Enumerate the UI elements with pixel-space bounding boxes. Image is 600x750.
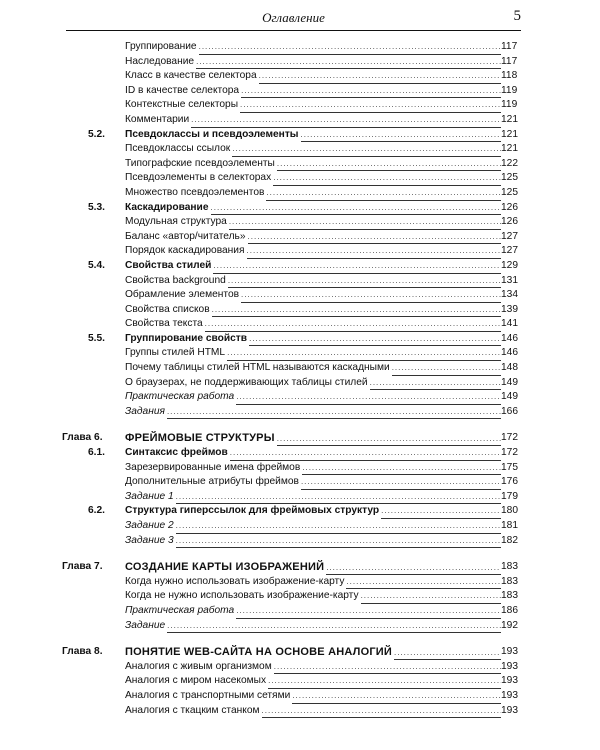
toc-section-row bbox=[0, 504, 600, 519]
dot-leader bbox=[232, 142, 501, 157]
entry-title: Модульная структура bbox=[125, 215, 229, 230]
dot-leader bbox=[205, 317, 501, 332]
entry-title: Почему таблицы стилей HTML называются каскадными bbox=[125, 361, 392, 376]
entry-title: ФРЕЙМОВЫЕ СТРУКТУРЫ bbox=[125, 432, 275, 445]
toc-entry bbox=[125, 303, 501, 318]
entry-page-number: 179 bbox=[501, 490, 518, 502]
toc-entry-row bbox=[0, 604, 600, 619]
dot-leader bbox=[240, 98, 501, 113]
toc-entry bbox=[125, 84, 501, 99]
toc-entry bbox=[125, 475, 501, 490]
entry-title: Класс в качестве селектора bbox=[125, 69, 259, 84]
dot-leader bbox=[346, 575, 501, 590]
entry-title: Комментарии bbox=[125, 113, 191, 128]
entry-title: Дополнительные атрибуты фреймов bbox=[125, 475, 301, 490]
toc-entry bbox=[125, 69, 501, 84]
entry-page-number: 149 bbox=[501, 376, 518, 388]
toc-entry-row bbox=[0, 390, 600, 405]
toc-entry-row bbox=[0, 689, 600, 704]
section-gap bbox=[0, 419, 600, 431]
toc-entry-row bbox=[0, 157, 600, 172]
toc-entry-row bbox=[0, 619, 600, 634]
toc-entry bbox=[125, 288, 501, 303]
toc-entry-row bbox=[0, 55, 600, 70]
entry-title: СОЗДАНИЕ КАРТЫ ИЗОБРАЖЕНИЙ bbox=[125, 561, 325, 574]
toc-section-row bbox=[0, 332, 600, 347]
entry-page-number: 117 bbox=[501, 55, 518, 67]
dot-leader bbox=[262, 704, 502, 719]
toc-entry bbox=[125, 504, 501, 519]
chapter-label: Глава 6. bbox=[62, 432, 103, 444]
toc-entry bbox=[125, 230, 501, 245]
toc-entry bbox=[125, 98, 501, 113]
entry-title: Свойства background bbox=[125, 274, 228, 289]
toc-chapter-row bbox=[0, 645, 600, 660]
chapter-label: Глава 8. bbox=[62, 646, 103, 658]
entry-page-number: 149 bbox=[501, 391, 518, 403]
entry-title: Каскадирование bbox=[125, 201, 211, 216]
running-title: Оглавление bbox=[262, 10, 325, 25]
toc-entry-row bbox=[0, 274, 600, 289]
table-of-contents bbox=[0, 40, 600, 718]
entry-page-number: 192 bbox=[501, 619, 518, 631]
toc-entry-row bbox=[0, 69, 600, 84]
entry-title: Аналогия с транспортными сетями bbox=[125, 689, 292, 704]
dot-leader bbox=[228, 274, 501, 289]
toc-entry bbox=[125, 244, 501, 259]
entry-title: Аналогия с живым организмом bbox=[125, 660, 274, 675]
toc-entry-row bbox=[0, 376, 600, 391]
entry-page-number: 148 bbox=[501, 362, 518, 374]
entry-page-number: 126 bbox=[501, 201, 518, 213]
entry-title: ID в качестве селектора bbox=[125, 84, 241, 99]
entry-page-number: 176 bbox=[501, 476, 518, 488]
dot-leader bbox=[277, 157, 501, 172]
toc-entry bbox=[125, 674, 501, 689]
dot-leader bbox=[273, 171, 501, 186]
entry-page-number: 183 bbox=[501, 590, 518, 602]
entry-title: Порядок каскадирования bbox=[125, 244, 247, 259]
entry-page-number: 193 bbox=[501, 675, 518, 687]
dot-leader bbox=[211, 201, 502, 216]
toc-entry bbox=[125, 405, 501, 420]
toc-entry-row bbox=[0, 230, 600, 245]
toc-entry-row bbox=[0, 317, 600, 332]
entry-title: Задание 2 bbox=[125, 519, 176, 534]
toc-section-row bbox=[0, 259, 600, 274]
entry-title: О браузерах, не поддерживающих таблицы стилей bbox=[125, 376, 370, 391]
entry-title: Множество псевдоэлементов bbox=[125, 186, 266, 201]
entry-title: Наследование bbox=[125, 55, 196, 70]
toc-entry-row bbox=[0, 215, 600, 230]
toc-entry-row bbox=[0, 40, 600, 55]
entry-page-number: 146 bbox=[501, 332, 518, 344]
entry-title: Задания bbox=[125, 405, 167, 420]
toc-entry bbox=[125, 461, 501, 476]
toc-entry bbox=[125, 332, 501, 347]
dot-leader bbox=[176, 519, 501, 534]
entry-title: Псевдоклассы ссылок bbox=[125, 142, 232, 157]
dot-leader bbox=[230, 446, 501, 461]
entry-title: Обрамление элементов bbox=[125, 288, 241, 303]
toc-entry bbox=[125, 619, 501, 634]
entry-page-number: 121 bbox=[501, 128, 518, 140]
entry-page-number: 146 bbox=[501, 347, 518, 359]
entry-page-number: 141 bbox=[501, 318, 518, 330]
toc-entry bbox=[125, 317, 501, 332]
toc-entry bbox=[125, 186, 501, 201]
dot-leader bbox=[301, 128, 501, 143]
dot-leader bbox=[227, 346, 501, 361]
dot-leader bbox=[394, 646, 501, 661]
dot-leader bbox=[266, 186, 501, 201]
toc-entry-row bbox=[0, 142, 600, 157]
section-number: 6.2. bbox=[88, 505, 105, 517]
toc-entry-row bbox=[0, 98, 600, 113]
toc-entry-row bbox=[0, 244, 600, 259]
toc-entry bbox=[125, 446, 501, 461]
toc-entry-row bbox=[0, 674, 600, 689]
entry-title: Баланс «автор/читатель» bbox=[125, 230, 248, 245]
toc-entry bbox=[125, 575, 501, 590]
toc-entry-row bbox=[0, 288, 600, 303]
entry-page-number: 183 bbox=[501, 575, 518, 587]
entry-title: Синтаксис фреймов bbox=[125, 446, 230, 461]
entry-page-number: 193 bbox=[501, 689, 518, 701]
entry-page-number: 134 bbox=[501, 289, 518, 301]
entry-title: Псевдоклассы и псевдоэлементы bbox=[125, 128, 301, 143]
toc-entry bbox=[125, 259, 501, 274]
dot-leader bbox=[274, 660, 501, 675]
toc-entry-row bbox=[0, 704, 600, 719]
dot-leader bbox=[196, 55, 501, 70]
entry-title: Практическая работа bbox=[125, 604, 236, 619]
entry-page-number: 166 bbox=[501, 405, 518, 417]
entry-page-number: 121 bbox=[501, 113, 518, 125]
entry-page-number: 193 bbox=[501, 704, 518, 716]
dot-leader bbox=[191, 113, 501, 128]
dot-leader bbox=[167, 405, 501, 420]
toc-entry bbox=[125, 142, 501, 157]
toc-entry bbox=[125, 157, 501, 172]
entry-title: Аналогия с ткацким станком bbox=[125, 704, 262, 719]
toc-section-row bbox=[0, 446, 600, 461]
dot-leader bbox=[361, 589, 501, 604]
entry-title: Группирование bbox=[125, 40, 199, 55]
toc-entry bbox=[125, 201, 501, 216]
entry-page-number: 127 bbox=[501, 230, 518, 242]
toc-entry bbox=[125, 645, 501, 660]
entry-title: Задание 3 bbox=[125, 534, 176, 549]
entry-page-number: 172 bbox=[501, 432, 518, 444]
entry-page-number: 117 bbox=[501, 41, 518, 52]
toc-chapter-row bbox=[0, 560, 600, 575]
entry-title: Когда нужно использовать изображение-карту bbox=[125, 575, 346, 590]
entry-title: ПОНЯТИЕ WEB-САЙТА НА ОСНОВЕ АНАЛОГИЙ bbox=[125, 646, 392, 659]
page-header bbox=[66, 8, 521, 31]
toc-entry bbox=[125, 274, 501, 289]
entry-title: Свойства списков bbox=[125, 303, 212, 318]
dot-leader bbox=[199, 40, 501, 55]
toc-entry bbox=[125, 40, 501, 55]
entry-page-number: 193 bbox=[501, 646, 518, 658]
toc-entry bbox=[125, 660, 501, 675]
toc-entry-row bbox=[0, 405, 600, 420]
entry-title: Группирование свойств bbox=[125, 332, 249, 347]
toc-entry-row bbox=[0, 534, 600, 549]
toc-entry-row bbox=[0, 171, 600, 186]
toc-entry-row bbox=[0, 346, 600, 361]
dot-leader bbox=[249, 332, 501, 347]
toc-entry-row bbox=[0, 361, 600, 376]
toc-chapter-row bbox=[0, 431, 600, 446]
toc-entry bbox=[125, 113, 501, 128]
entry-page-number: 119 bbox=[501, 99, 518, 111]
toc-entry-row bbox=[0, 303, 600, 318]
entry-page-number: 131 bbox=[501, 274, 518, 286]
toc-section-row bbox=[0, 201, 600, 216]
toc-entry bbox=[125, 361, 501, 376]
dot-leader bbox=[392, 361, 501, 376]
entry-title: Псевдоэлементы в селекторах bbox=[125, 171, 273, 186]
entry-page-number: 181 bbox=[501, 520, 518, 531]
toc-entry bbox=[125, 589, 501, 604]
dot-leader bbox=[248, 230, 501, 245]
toc-entry bbox=[125, 376, 501, 391]
dot-leader bbox=[301, 475, 501, 490]
dot-leader bbox=[292, 689, 501, 704]
dot-leader bbox=[302, 461, 501, 476]
section-number: 5.4. bbox=[88, 259, 105, 271]
dot-leader bbox=[167, 619, 501, 634]
toc-entry bbox=[125, 534, 501, 549]
dot-leader bbox=[176, 490, 501, 505]
dot-leader bbox=[259, 69, 501, 84]
toc-entry-row bbox=[0, 589, 600, 604]
entry-title: Группы стилей HTML bbox=[125, 346, 227, 361]
toc-entry bbox=[125, 171, 501, 186]
entry-title: Свойства стилей bbox=[125, 259, 213, 274]
dot-leader bbox=[277, 432, 501, 447]
entry-title: Задание 1 bbox=[125, 490, 176, 505]
entry-page-number: 129 bbox=[501, 259, 518, 271]
dot-leader bbox=[241, 84, 501, 99]
dot-leader bbox=[176, 534, 501, 549]
entry-page-number: 125 bbox=[501, 172, 518, 184]
toc-entry bbox=[125, 604, 501, 619]
section-number: 6.1. bbox=[88, 447, 105, 459]
section-gap bbox=[0, 548, 600, 560]
dot-leader bbox=[236, 390, 501, 405]
entry-page-number: 127 bbox=[501, 245, 518, 257]
toc-entry-row bbox=[0, 519, 600, 534]
toc-entry-row bbox=[0, 575, 600, 590]
entry-page-number: 186 bbox=[501, 604, 518, 616]
entry-page-number: 125 bbox=[501, 186, 518, 198]
toc-entry bbox=[125, 490, 501, 505]
toc-entry-row bbox=[0, 113, 600, 128]
toc-entry-row bbox=[0, 490, 600, 505]
entry-title: Типографские псевдоэлементы bbox=[125, 157, 277, 172]
entry-title: Практическая работа bbox=[125, 390, 236, 405]
toc-entry bbox=[125, 55, 501, 70]
dot-leader bbox=[381, 504, 501, 519]
toc-section-row bbox=[0, 128, 600, 143]
entry-page-number: 182 bbox=[501, 534, 518, 546]
toc-entry bbox=[125, 215, 501, 230]
dot-leader bbox=[326, 561, 501, 576]
toc-entry-row bbox=[0, 660, 600, 675]
entry-title: Контекстные селекторы bbox=[125, 98, 240, 113]
entry-page-number: 139 bbox=[501, 303, 518, 315]
toc-entry bbox=[125, 128, 501, 143]
entry-page-number: 122 bbox=[501, 157, 518, 169]
entry-title: Когда не нужно использовать изображение-карту bbox=[125, 589, 361, 604]
entry-page-number: 121 bbox=[501, 143, 518, 155]
toc-entry bbox=[125, 390, 501, 405]
toc-entry bbox=[125, 346, 501, 361]
dot-leader bbox=[247, 244, 501, 259]
chapter-label: Глава 7. bbox=[62, 561, 103, 573]
toc-entry-row bbox=[0, 475, 600, 490]
toc-entry bbox=[125, 560, 501, 575]
dot-leader bbox=[212, 303, 501, 318]
page-number: 5 bbox=[513, 8, 521, 24]
section-number: 5.3. bbox=[88, 201, 105, 213]
dot-leader bbox=[229, 215, 501, 230]
entry-title: Структура гиперссылок для фреймовых структур bbox=[125, 504, 381, 519]
entry-title: Зарезервированные имена фреймов bbox=[125, 461, 302, 476]
toc-entry bbox=[125, 431, 501, 446]
toc-entry-row bbox=[0, 186, 600, 201]
entry-page-number: 126 bbox=[501, 216, 518, 228]
entry-page-number: 175 bbox=[501, 461, 518, 473]
toc-entry bbox=[125, 689, 501, 704]
section-number: 5.5. bbox=[88, 332, 105, 344]
entry-page-number: 180 bbox=[501, 505, 518, 517]
dot-leader bbox=[213, 259, 501, 274]
dot-leader bbox=[236, 604, 501, 619]
toc-entry-row bbox=[0, 84, 600, 99]
entry-title: Аналогия с миром насекомых bbox=[125, 674, 268, 689]
toc-entry bbox=[125, 519, 501, 534]
section-gap bbox=[0, 633, 600, 645]
entry-title: Свойства текста bbox=[125, 317, 205, 332]
toc-entry bbox=[125, 704, 501, 719]
entry-page-number: 193 bbox=[501, 660, 518, 672]
dot-leader bbox=[370, 376, 501, 391]
dot-leader bbox=[241, 288, 501, 303]
entry-page-number: 172 bbox=[501, 447, 518, 459]
dot-leader bbox=[268, 674, 501, 689]
toc-entry-row bbox=[0, 461, 600, 476]
entry-page-number: 119 bbox=[501, 84, 518, 96]
entry-title: Задание bbox=[125, 619, 167, 634]
entry-page-number: 118 bbox=[501, 70, 518, 82]
section-number: 5.2. bbox=[88, 128, 105, 140]
entry-page-number: 183 bbox=[501, 561, 518, 573]
